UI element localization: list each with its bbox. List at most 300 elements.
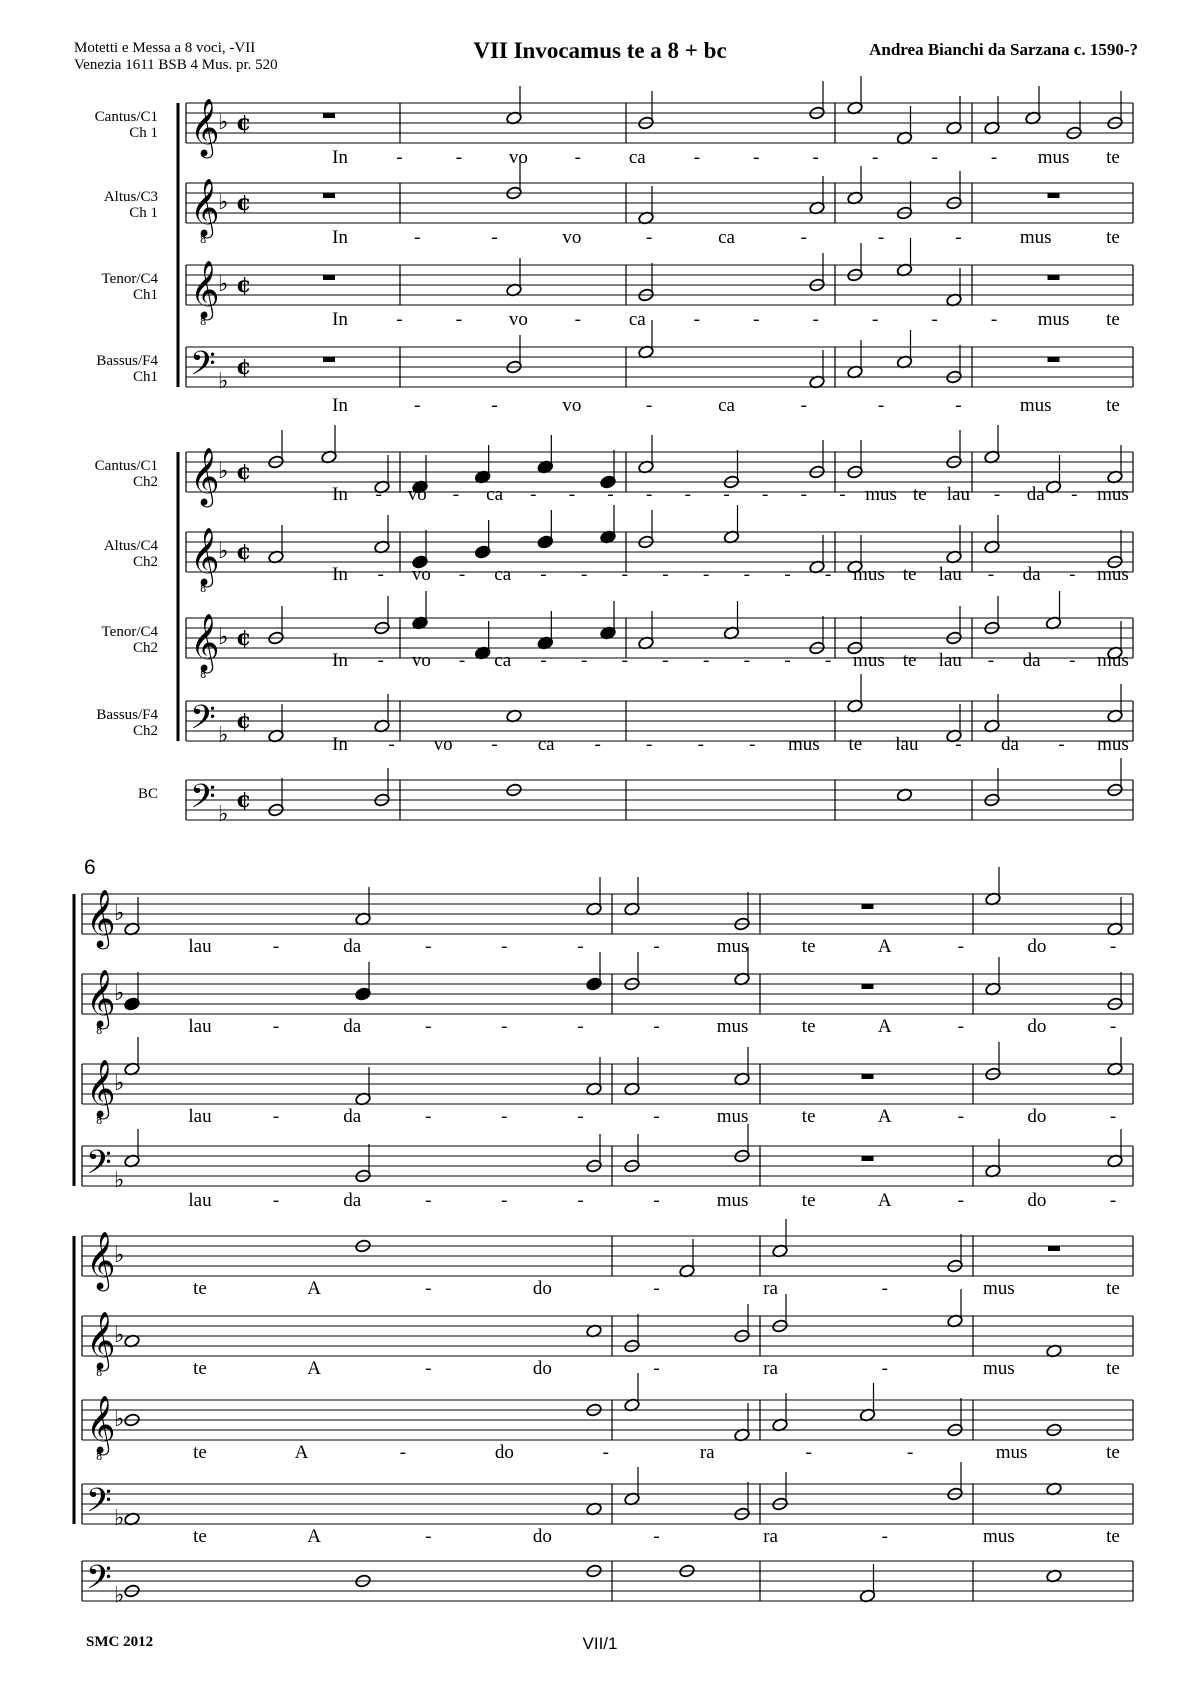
lyric-hyphen: - [723,484,730,505]
rest [323,275,335,280]
lyric-syllable: da [343,1190,362,1211]
lyric-syllable: mus [1019,395,1052,416]
lyric-hyphen: - [272,1190,280,1211]
lyric-hyphen: - [881,1358,888,1379]
lyric-hyphen: - [455,147,463,168]
flat-key-signature: ♭ [114,901,125,926]
lyric-syllable: ca [718,227,735,248]
lyric-hyphen: - [1109,1190,1117,1211]
lyric-hyphen: - [375,484,382,505]
measure-number: 6 [84,856,96,879]
lyric-syllable: ca [494,650,512,671]
lyric-syllable: A [877,1190,892,1211]
lyric-hyphen: - [377,564,384,585]
lyric-syllable: da [1022,650,1041,671]
lyric-syllable: In [332,395,348,416]
lyric-hyphen: - [987,650,995,671]
lyric-syllable: do [532,1358,552,1379]
piece-title: VII Invocamus te a 8 + bc [473,38,727,63]
rest [862,984,874,989]
lyric-hyphen: - [784,564,791,585]
lyric-hyphen: - [501,1016,508,1037]
footer-copyright: SMC 2012 [86,1634,154,1650]
treble-clef: 𝄞 [86,969,116,1027]
lyric-syllable: lau [188,936,212,957]
lyric-hyphen: - [568,484,576,505]
part-label: Bassus/F4 [96,353,158,369]
lyric-syllable: vo [508,147,528,168]
lyric-syllable: mus [983,1358,1015,1379]
lyric-hyphen: - [388,734,395,755]
lyric-hyphen: - [743,650,751,671]
lyric-syllable: te [193,1442,207,1463]
treble-clef: 𝄞 [190,613,220,671]
lyric-hyphen: - [812,147,819,168]
lyric-syllable: A [877,936,892,957]
lyric-hyphen: - [1058,734,1065,755]
source-line-2: Venezia 1611 BSB 4 Mus. pr. 520 [74,57,278,73]
lyric-syllable: A [307,1358,321,1379]
lyric-syllable: vo [562,395,582,416]
lyric-syllable: mus [853,650,885,671]
lyric-syllable: te [193,1358,207,1379]
lyric-syllable: In [332,309,348,330]
treble-clef: 𝄞 [190,98,220,156]
lyric-hyphen: - [702,564,710,585]
lyric-syllable: vo [562,227,582,248]
choir-label: Ch2 [132,474,158,490]
lyric-hyphen: - [530,484,537,505]
lyric-syllable: ca [718,395,735,416]
part-label: Cantus/C1 [94,109,158,125]
lyric-hyphen: - [877,227,885,248]
lyric-hyphen: - [693,309,700,330]
lyric-hyphen: - [272,1016,280,1037]
lyric-syllable: mus [787,734,820,755]
flat-key-signature: ♭ [114,1506,125,1531]
bass-clef: 𝄢 [190,345,216,391]
choir-label: Ch2 [132,640,158,656]
lyric-hyphen: - [955,395,962,416]
lyric-syllable: mus [983,1526,1015,1547]
lyric-syllable: te [1106,1278,1120,1299]
lyric-hyphen: - [800,484,807,505]
lyric-hyphen: - [881,1278,888,1299]
lyric-hyphen: - [272,936,280,957]
lyric-hyphen: - [871,147,879,168]
octave-mark: 8 [96,1452,103,1463]
lyric-hyphen: - [957,1190,964,1211]
lyric-syllable: In [332,734,348,755]
lyric-hyphen: - [990,147,998,168]
lyric-hyphen: - [753,309,760,330]
rest [862,904,874,909]
lyric-hyphen: - [702,650,710,671]
lyric-hyphen: - [396,309,403,330]
cut-time-signature: ¢ [236,459,252,485]
lyric-syllable: mus [1037,147,1070,168]
treble-clef: 𝄞 [190,178,220,236]
lyric-syllable: In [332,147,348,168]
lyric-hyphen: - [653,1016,660,1037]
lyric-hyphen: - [957,1106,964,1127]
lyric-hyphen: - [491,734,498,755]
lyric-syllable: mus [1019,227,1052,248]
lyric-hyphen: - [812,309,819,330]
lyric-syllable: lau [895,734,919,755]
lyric-syllable: vo [508,309,528,330]
lyric-hyphen: - [839,484,846,505]
treble-clef: 𝄞 [190,260,220,318]
source-line-1: Motetti e Messa a 8 voci, -VII [74,40,256,56]
flat-key-signature: ♭ [218,272,229,297]
lyric-syllable: ca [494,564,512,585]
lyric-syllable: da [343,936,362,957]
lyric-hyphen: - [501,936,508,957]
lyric-hyphen: - [580,564,588,585]
lyric-syllable: te [801,936,816,957]
lyric-syllable: mus [853,564,885,585]
lyric-syllable: te [1106,1526,1120,1547]
treble-clef: 𝄞 [190,447,220,505]
lyric-hyphen: - [540,564,547,585]
cut-time-signature: ¢ [236,787,252,813]
lyric-hyphen: - [574,147,582,168]
lyric-syllable: do [1027,936,1047,957]
lyric-hyphen: - [458,564,466,585]
cut-time-signature: ¢ [236,272,252,298]
bass-clef: 𝄢 [86,1144,112,1190]
lyric-hyphen: - [931,147,938,168]
octave-mark: 8 [200,235,207,246]
lyric-hyphen: - [621,564,628,585]
lyric-syllable: da [1026,484,1045,505]
lyric-hyphen: - [621,650,628,671]
lyric-hyphen: - [653,1106,660,1127]
lyric-syllable: ca [628,309,646,330]
lyric-syllable: mus [1097,734,1129,755]
cut-time-signature: ¢ [236,708,252,734]
treble-clef: 𝄞 [86,1059,116,1117]
lyric-hyphen: - [653,936,660,957]
cut-time-signature: ¢ [236,354,252,380]
lyric-hyphen: - [697,734,704,755]
lyric-syllable: lau [938,564,962,585]
lyric-syllable: ra [763,1278,779,1299]
lyric-hyphen: - [1109,936,1117,957]
flat-key-signature: ♭ [114,1243,125,1268]
cut-time-signature: ¢ [236,190,252,216]
lyric-syllable: mus [1097,650,1129,671]
lyric-syllable: te [912,484,927,505]
lyric-syllable: mus [1097,564,1129,585]
lyric-hyphen: - [501,1190,508,1211]
lyric-syllable: te [1106,1358,1120,1379]
lyric-syllable: ca [628,147,646,168]
lyric-syllable: vo [411,564,431,585]
lyric-syllable: da [343,1106,362,1127]
lyric-syllable: mus [716,936,749,957]
lyric-hyphen: - [458,650,466,671]
lyric-hyphen: - [955,734,962,755]
lyric-syllable: do [532,1278,552,1299]
lyric-syllable: da [1022,564,1041,585]
lyric-hyphen: - [399,1442,407,1463]
lyric-hyphen: - [646,734,653,755]
flat-key-signature: ♭ [114,1323,125,1348]
lyric-hyphen: - [990,309,998,330]
flat-key-signature: ♭ [114,1583,125,1608]
cut-time-signature: ¢ [236,539,252,565]
rest [323,113,335,118]
octave-mark: 8 [96,1368,103,1379]
lyric-syllable: mus [865,484,897,505]
lyric-hyphen: - [455,309,463,330]
lyric-hyphen: - [646,227,653,248]
part-label: BC [137,786,158,802]
lyric-syllable: lau [188,1106,212,1127]
lyric-hyphen: - [577,1190,584,1211]
lyric-hyphen: - [414,227,421,248]
flat-key-signature: ♭ [218,539,229,564]
lyric-syllable: mus [716,1106,749,1127]
lyric-hyphen: - [425,1526,432,1547]
cut-time-signature: ¢ [236,625,252,651]
rest [862,1074,874,1079]
flat-key-signature: ♭ [114,1071,125,1096]
lyric-hyphen: - [662,650,669,671]
lyric-hyphen: - [749,734,756,755]
lyric-syllable: te [193,1278,207,1299]
lyric-syllable: In [332,650,348,671]
lyric-syllable: ca [486,484,504,505]
lyric-hyphen: - [580,650,588,671]
lyric-hyphen: - [761,484,769,505]
lyric-syllable: In [332,484,348,505]
lyric-syllable: A [877,1106,892,1127]
rest [1048,193,1060,198]
lyric-hyphen: - [646,395,653,416]
rest [862,1156,874,1161]
octave-mark: 8 [96,1026,103,1037]
lyric-hyphen: - [931,309,938,330]
lyric-hyphen: - [452,484,460,505]
lyric-hyphen: - [987,564,995,585]
lyric-hyphen: - [957,936,964,957]
octave-mark: 8 [200,670,207,681]
lyric-hyphen: - [607,484,614,505]
lyric-hyphen: - [491,227,498,248]
lyric-syllable: mus [716,1016,749,1037]
rest [323,193,335,198]
part-label: Tenor/C4 [101,271,158,287]
octave-mark: 8 [200,584,207,595]
lyric-syllable: do [494,1442,514,1463]
lyric-hyphen: - [653,1278,660,1299]
flat-key-signature: ♭ [218,625,229,650]
treble-clef: 𝄞 [86,889,116,947]
part-label: Altus/C3 [103,189,158,205]
treble-clef: 𝄞 [86,1231,116,1289]
flat-key-signature: ♭ [218,459,229,484]
lyric-hyphen: - [993,484,1001,505]
bass-clef: 𝄢 [86,1559,112,1605]
lyric-syllable: te [1106,1442,1120,1463]
choir-label: Ch1 [132,287,158,303]
part-label: Altus/C4 [103,538,158,554]
bass-clef: 𝄢 [190,699,216,745]
choir-label: Ch2 [132,723,158,739]
lyric-hyphen: - [646,484,653,505]
lyric-syllable: mus [1097,484,1129,505]
lyric-hyphen: - [743,564,751,585]
treble-clef: 𝄞 [86,1395,116,1453]
choir-label: Ch 1 [129,125,158,141]
lyric-syllable: ra [763,1358,779,1379]
lyric-hyphen: - [800,227,807,248]
lyric-syllable: In [332,564,348,585]
cut-time-signature: ¢ [236,110,252,136]
lyric-syllable: A [877,1016,892,1037]
page-number: VII/1 [582,1634,618,1653]
lyric-syllable: do [1027,1190,1047,1211]
treble-clef: 𝄞 [86,1311,116,1369]
lyric-syllable: da [1000,734,1019,755]
part-label: Bassus/F4 [96,707,158,723]
rest [1048,275,1060,280]
lyric-hyphen: - [955,227,962,248]
flat-key-signature: ♭ [218,723,229,748]
bass-clef: 𝄢 [190,778,216,824]
choir-label: Ch2 [132,554,158,570]
lyric-hyphen: - [1109,1016,1117,1037]
lyric-hyphen: - [594,734,601,755]
lyric-hyphen: - [871,309,879,330]
lyric-hyphen: - [784,650,791,671]
lyric-syllable: te [801,1016,816,1037]
lyric-syllable: ra [699,1442,715,1463]
lyric-hyphen: - [577,1106,584,1127]
lyric-hyphen: - [540,650,547,671]
flat-key-signature: ♭ [114,981,125,1006]
lyric-hyphen: - [577,1016,584,1037]
flat-key-signature: ♭ [218,110,229,135]
lyric-hyphen: - [662,564,669,585]
lyric-hyphen: - [574,309,582,330]
lyric-hyphen: - [877,395,885,416]
lyric-hyphen: - [425,1106,432,1127]
flat-key-signature: ♭ [218,190,229,215]
lyric-syllable: te [848,734,863,755]
rest [1048,357,1060,362]
lyric-hyphen: - [577,936,584,957]
lyric-syllable: lau [188,1016,212,1037]
lyric-hyphen: - [693,147,700,168]
lyric-hyphen: - [425,1190,432,1211]
lyric-hyphen: - [957,1016,964,1037]
lyric-hyphen: - [501,1106,508,1127]
octave-mark: 8 [96,1116,103,1127]
lyric-syllable: te [801,1190,816,1211]
lyric-syllable: In [332,227,348,248]
lyric-hyphen: - [272,1106,280,1127]
part-label: Cantus/C1 [94,458,158,474]
lyric-syllable: lau [188,1190,212,1211]
lyric-syllable: lau [946,484,971,505]
lyric-syllable: mus [716,1190,749,1211]
part-label: Tenor/C4 [101,624,158,640]
lyric-hyphen: - [425,1278,432,1299]
choir-label: Ch1 [132,369,158,385]
lyric-hyphen: - [906,1442,914,1463]
lyric-hyphen: - [1069,564,1076,585]
lyric-hyphen: - [653,1190,660,1211]
flat-key-signature: ♭ [114,1407,125,1432]
lyric-hyphen: - [653,1526,660,1547]
lyric-syllable: do [1027,1106,1047,1127]
lyric-hyphen: - [684,484,692,505]
lyric-syllable: ca [537,734,555,755]
flat-key-signature: ♭ [218,802,229,827]
lyric-syllable: mus [995,1442,1028,1463]
lyric-hyphen: - [396,147,403,168]
lyric-syllable: ra [763,1526,779,1547]
octave-mark: 8 [200,317,207,328]
treble-clef: 𝄞 [190,527,220,585]
lyric-hyphen: - [653,1358,660,1379]
lyric-hyphen: - [800,395,807,416]
bass-clef: 𝄢 [86,1482,112,1528]
lyric-syllable: A [307,1278,321,1299]
lyric-syllable: mus [983,1278,1015,1299]
lyric-hyphen: - [414,395,421,416]
flat-key-signature: ♭ [114,1168,125,1193]
lyric-syllable: da [343,1016,362,1037]
lyric-syllable: te [1106,147,1120,168]
lyric-syllable: te [902,564,917,585]
lyric-syllable: do [532,1526,552,1547]
lyric-syllable: vo [407,484,427,505]
composer: Andrea Bianchi da Sarzana c. 1590-? [869,40,1138,59]
lyric-hyphen: - [602,1442,609,1463]
lyric-hyphen: - [377,650,384,671]
lyric-syllable: vo [411,650,431,671]
lyric-syllable: te [1106,227,1120,248]
rest [323,357,335,362]
lyric-hyphen: - [1109,1106,1117,1127]
lyric-hyphen: - [425,1016,432,1037]
lyric-hyphen: - [1069,650,1076,671]
lyric-syllable: do [1027,1016,1047,1037]
lyric-syllable: te [1106,395,1120,416]
choir-label: Ch 1 [129,205,158,221]
lyric-syllable: te [193,1526,207,1547]
flat-key-signature: ♭ [218,369,229,394]
lyric-syllable: te [801,1106,816,1127]
lyric-syllable: te [1106,309,1120,330]
rest [1048,1246,1060,1251]
lyric-hyphen: - [881,1526,888,1547]
lyric-syllable: te [902,650,917,671]
lyric-syllable: vo [433,734,453,755]
lyric-hyphen: - [753,147,760,168]
lyric-hyphen: - [1071,484,1078,505]
lyric-syllable: mus [1037,309,1070,330]
lyric-hyphen: - [805,1442,812,1463]
lyric-hyphen: - [425,1358,432,1379]
lyric-syllable: lau [938,650,962,671]
lyric-hyphen: - [825,650,832,671]
